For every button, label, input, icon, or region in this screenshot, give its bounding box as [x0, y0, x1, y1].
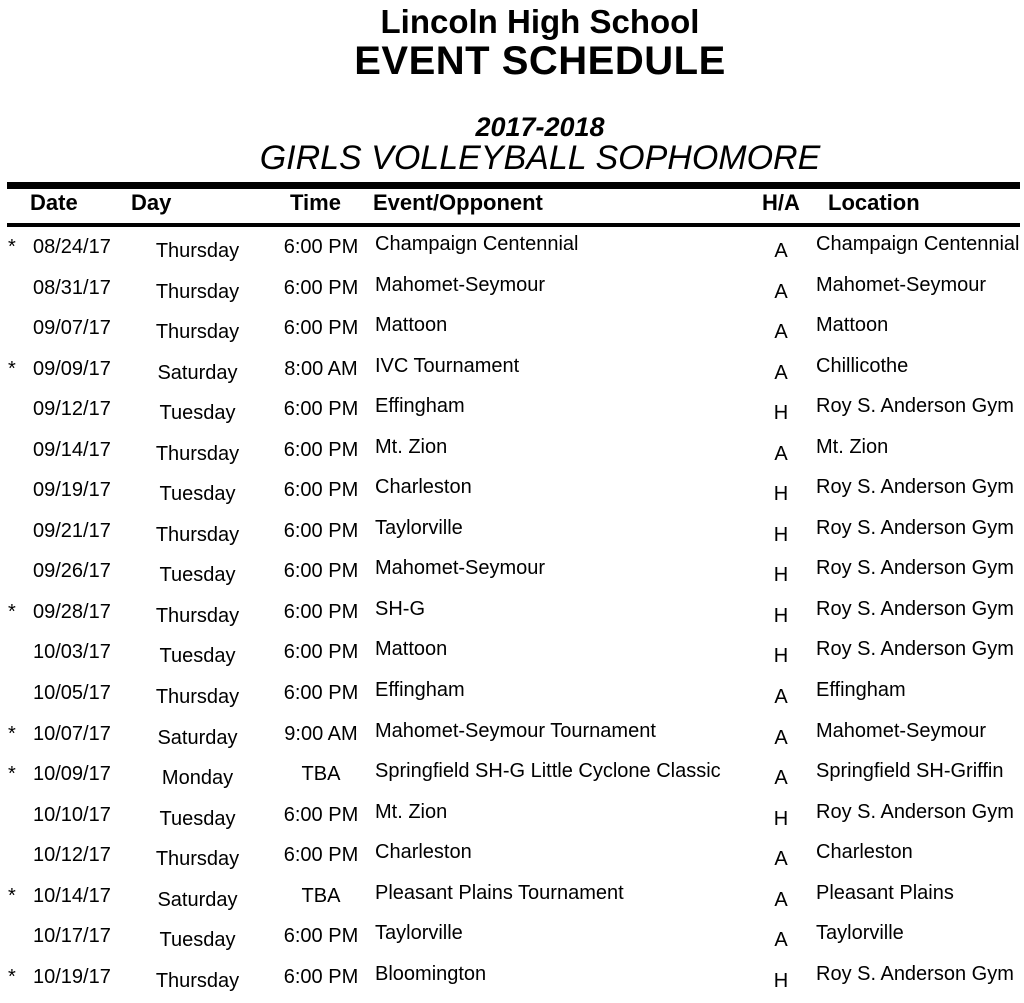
cell-day: Thursday	[155, 848, 240, 871]
cell-home-away: A	[774, 686, 788, 709]
cell-day: Thursday	[155, 321, 240, 344]
conference-star-marker: *	[8, 357, 16, 380]
cell-event-opponent: Charleston	[375, 476, 472, 499]
cell-time: 6:00 PM	[283, 398, 359, 421]
table-row	[0, 435, 1024, 476]
cell-date: 10/14/17	[33, 884, 111, 907]
cell-date: 10/09/17	[33, 763, 111, 786]
cell-day: Tuesday	[159, 645, 236, 668]
cell-event-opponent: Taylorville	[375, 516, 463, 539]
cell-date: 08/31/17	[33, 276, 111, 299]
table-row	[0, 881, 1024, 922]
cell-day: Monday	[161, 767, 234, 790]
table-row	[0, 678, 1024, 719]
cell-home-away: A	[774, 280, 788, 303]
cell-date: 10/19/17	[33, 965, 111, 988]
cell-home-away: H	[773, 807, 789, 830]
cell-location: Mattoon	[816, 314, 889, 337]
cell-time: 6:00 PM	[283, 479, 359, 502]
column-header-date: Date	[30, 190, 78, 215]
table-row	[0, 394, 1024, 435]
cell-home-away: H	[773, 604, 789, 627]
cell-location: Mahomet-Seymour	[816, 719, 987, 742]
team-title: GIRLS VOLLEYBALL SOPHOMORE	[259, 139, 821, 177]
cell-home-away: A	[774, 361, 788, 384]
cell-time: 6:00 PM	[283, 236, 359, 258]
cell-day: Saturday	[157, 888, 238, 911]
table-row	[0, 637, 1024, 678]
cell-event-opponent: Charleston	[375, 841, 472, 864]
cell-location: Roy S. Anderson Gym	[816, 476, 1014, 499]
table-row	[0, 759, 1024, 800]
conference-star-marker: *	[8, 965, 16, 988]
conference-star-marker: *	[8, 600, 16, 623]
cell-location: Charleston	[816, 841, 913, 864]
cell-time: 6:00 PM	[283, 560, 359, 583]
school-name: Lincoln High School	[380, 3, 700, 40]
cell-date: 10/03/17	[33, 641, 111, 664]
table-row	[0, 273, 1024, 314]
cell-date: 09/19/17	[33, 479, 111, 502]
cell-location: Roy S. Anderson Gym	[816, 557, 1014, 580]
cell-home-away: A	[774, 848, 788, 871]
cell-location: Taylorville	[816, 922, 904, 945]
cell-location: Roy S. Anderson Gym	[816, 516, 1014, 539]
cell-date: 09/28/17	[33, 600, 111, 623]
conference-star-marker: *	[8, 763, 16, 786]
document-title: EVENT SCHEDULE	[354, 39, 726, 83]
cell-day: Thursday	[155, 280, 240, 303]
table-top-rule	[7, 182, 1020, 189]
cell-time: 6:00 PM	[283, 438, 359, 461]
cell-home-away: H	[773, 645, 789, 668]
cell-day: Tuesday	[159, 402, 236, 425]
table-row	[0, 962, 1024, 1003]
cell-day: Tuesday	[159, 483, 236, 506]
table-row	[0, 719, 1024, 760]
cell-home-away: H	[773, 523, 789, 546]
cell-home-away: H	[773, 564, 789, 587]
cell-location: Effingham	[816, 679, 906, 702]
cell-time: 6:00 PM	[283, 844, 359, 867]
cell-event-opponent: Mt. Zion	[375, 800, 448, 823]
table-row	[0, 840, 1024, 881]
conference-star-marker: *	[8, 884, 16, 907]
cell-date: 10/07/17	[33, 722, 111, 745]
cell-location: Champaign Centennial	[816, 233, 1020, 255]
table-row	[0, 313, 1024, 354]
cell-day: Tuesday	[159, 929, 236, 952]
cell-day: Saturday	[157, 726, 238, 749]
cell-home-away: A	[774, 321, 788, 344]
cell-time: 6:00 PM	[283, 682, 359, 705]
cell-time: TBA	[301, 763, 341, 786]
cell-date: 09/26/17	[33, 560, 111, 583]
table-row	[0, 232, 1024, 273]
cell-location: Springfield SH-Griffin	[816, 760, 1004, 783]
cell-date: 08/24/17	[33, 236, 111, 258]
cell-time: 6:00 PM	[283, 519, 359, 542]
cell-day: Tuesday	[159, 564, 236, 587]
cell-event-opponent: Mahomet-Seymour	[375, 273, 546, 296]
cell-event-opponent: Pleasant Plains Tournament	[375, 881, 624, 904]
conference-star-marker: *	[8, 236, 16, 258]
cell-event-opponent: Bloomington	[375, 962, 487, 985]
cell-date: 10/05/17	[33, 682, 111, 705]
cell-home-away: A	[774, 767, 788, 790]
cell-date: 09/09/17	[33, 357, 111, 380]
cell-home-away: A	[774, 240, 788, 262]
column-header-day: Day	[131, 190, 172, 215]
cell-day: Saturday	[157, 361, 238, 384]
cell-home-away: H	[773, 483, 789, 506]
table-row	[0, 800, 1024, 841]
cell-date: 09/07/17	[33, 317, 111, 340]
table-row	[0, 597, 1024, 638]
cell-date: 10/10/17	[33, 803, 111, 826]
cell-day: Thursday	[155, 686, 240, 709]
cell-event-opponent: Mt. Zion	[375, 435, 448, 458]
cell-location: Roy S. Anderson Gym	[816, 962, 1014, 985]
cell-time: 6:00 PM	[283, 600, 359, 623]
cell-time: 6:00 PM	[283, 317, 359, 340]
cell-time: 6:00 PM	[283, 803, 359, 826]
cell-location: Roy S. Anderson Gym	[816, 800, 1014, 823]
column-header-home-away: H/A	[762, 190, 800, 215]
cell-event-opponent: Mahomet-Seymour	[375, 557, 546, 580]
cell-time: 6:00 PM	[283, 925, 359, 948]
column-header-time: Time	[290, 190, 341, 215]
cell-home-away: A	[774, 442, 788, 465]
cell-date: 10/12/17	[33, 844, 111, 867]
table-row	[0, 556, 1024, 597]
cell-time: TBA	[301, 884, 341, 907]
cell-event-opponent: Mahomet-Seymour Tournament	[375, 719, 656, 742]
cell-home-away: A	[774, 726, 788, 749]
table-body	[0, 232, 1024, 1002]
cell-home-away: A	[774, 929, 788, 952]
cell-date: 09/21/17	[33, 519, 111, 542]
cell-location: Mahomet-Seymour	[816, 273, 987, 296]
cell-event-opponent: Champaign Centennial	[375, 233, 579, 255]
cell-event-opponent: SH-G	[375, 597, 425, 620]
cell-location: Roy S. Anderson Gym	[816, 597, 1014, 620]
cell-location: Roy S. Anderson Gym	[816, 395, 1014, 418]
cell-date: 09/12/17	[33, 398, 111, 421]
cell-location: Chillicothe	[816, 354, 909, 377]
cell-event-opponent: Mattoon	[375, 638, 448, 661]
cell-time: 6:00 PM	[283, 276, 359, 299]
cell-location: Pleasant Plains	[816, 881, 954, 904]
cell-event-opponent: Taylorville	[375, 922, 463, 945]
table-header-rule	[7, 223, 1020, 227]
conference-star-marker: *	[8, 722, 16, 745]
table-row	[0, 921, 1024, 962]
cell-event-opponent: Mattoon	[375, 314, 448, 337]
cell-day: Thursday	[155, 969, 240, 992]
cell-home-away: H	[773, 402, 789, 425]
cell-time: 8:00 AM	[284, 357, 358, 380]
cell-day: Thursday	[155, 240, 240, 262]
table-header-row	[0, 192, 1024, 222]
cell-time: 9:00 AM	[284, 722, 358, 745]
cell-event-opponent: Springfield SH-G Little Cyclone Classic	[375, 760, 721, 783]
table-row	[0, 475, 1024, 516]
cell-date: 10/17/17	[33, 925, 111, 948]
cell-day: Thursday	[155, 442, 240, 465]
cell-event-opponent: Effingham	[375, 679, 465, 702]
table-row	[0, 516, 1024, 557]
cell-location: Mt. Zion	[816, 435, 889, 458]
season-years: 2017-2018	[475, 112, 605, 142]
table-row	[0, 354, 1024, 395]
cell-event-opponent: IVC Tournament	[375, 354, 520, 377]
cell-day: Thursday	[155, 523, 240, 546]
cell-event-opponent: Effingham	[375, 395, 465, 418]
column-header-event: Event/Opponent	[373, 190, 543, 215]
cell-day: Thursday	[155, 604, 240, 627]
cell-location: Roy S. Anderson Gym	[816, 638, 1014, 661]
cell-date: 09/14/17	[33, 438, 111, 461]
cell-day: Tuesday	[159, 807, 236, 830]
column-header-location: Location	[828, 190, 920, 215]
cell-time: 6:00 PM	[283, 641, 359, 664]
cell-home-away: H	[773, 969, 789, 992]
cell-home-away: A	[774, 888, 788, 911]
cell-time: 6:00 PM	[283, 965, 359, 988]
